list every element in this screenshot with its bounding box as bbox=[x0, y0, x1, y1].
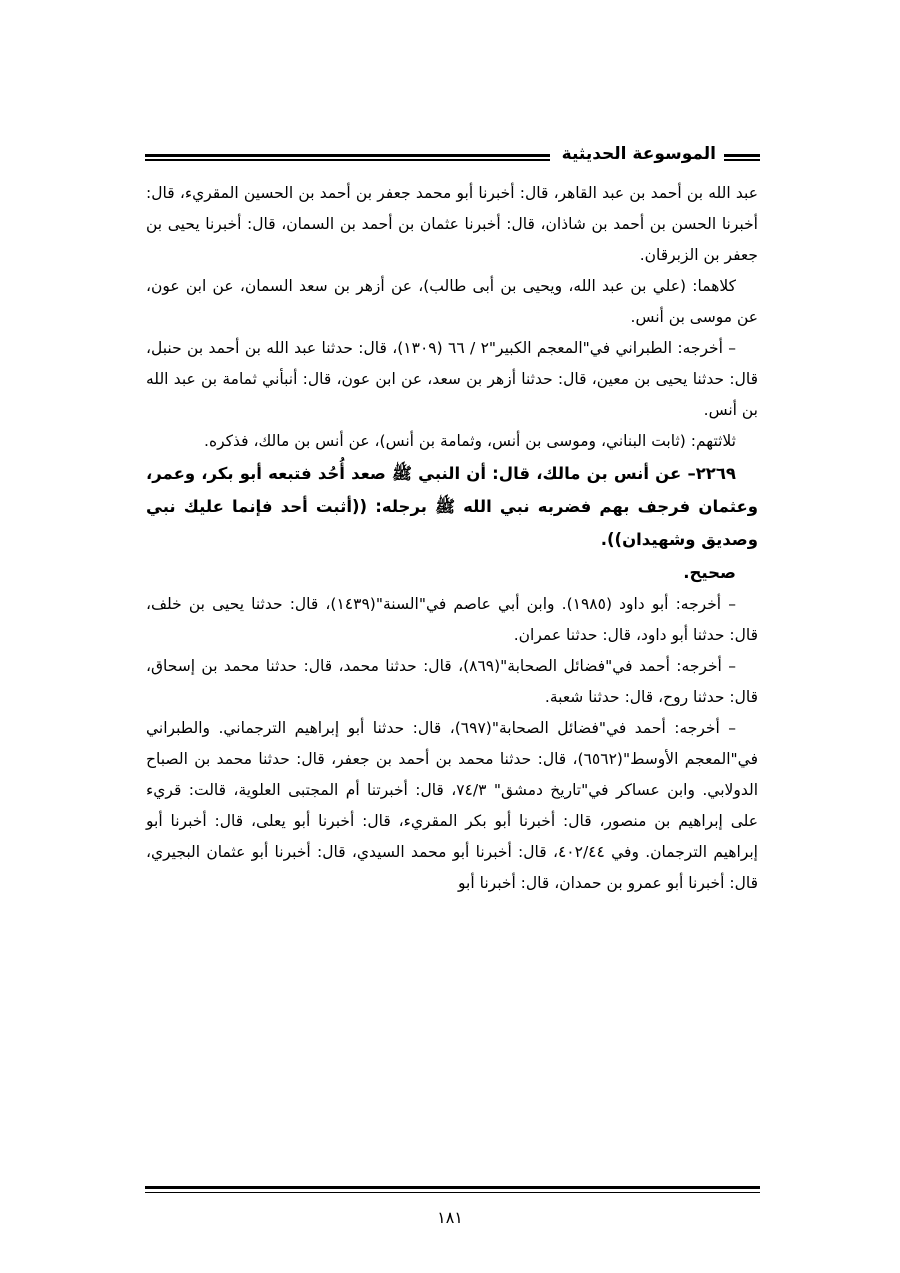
header-title: الموسوعة الحديثية bbox=[561, 144, 716, 164]
running-header bbox=[145, 146, 760, 172]
paragraph-abu-dawud-takhrij: – أخرجه: أبو داود (١٩٨٥). وابن أبي عاصم في"السنة"(١٤٣٩)، قال: حدثنا يحيى بن خلف، قال: حدثنا أبو داود، قال: حدثنا عمران. bbox=[146, 595, 758, 644]
hadith-grade: صحيح. bbox=[683, 563, 736, 582]
paragraph-chain-continuation: عبد الله بن أحمد بن عبد القاهر، قال: أخبرنا أبو محمد جعفر بن أحمد بن الحسين المقريء، قال: أخبرنا الحسن بن أحمد بن شاذان، قال: أخبرنا عثمان بن أحمد بن السمان، قال: أخبرنا يحيى بن جعفر بن الزبرقان. bbox=[146, 184, 758, 264]
paragraph-both-narrators: كلاهما: (علي بن عبد الله، ويحيى بن أبى طالب)، عن أزهر بن سعد السمان، عن ابن عون، عن موسى بن أنس. bbox=[146, 277, 758, 326]
header-rule-right bbox=[724, 154, 760, 161]
paragraph-ahmad-takhrij-1: – أخرجه: أحمد في"فضائل الصحابة"(٨٦٩)، قال: حدثنا محمد، قال: حدثنا محمد بن إسحاق، قال: حدثنا روح، قال: حدثنا شعبة. bbox=[146, 657, 758, 706]
paragraph-ahmad-takhrij-2: – أخرجه: أحمد في"فضائل الصحابة"(٦٩٧)، قال: حدثنا أبو إبراهيم الترجماني. والطبراني في"المعجم الأوسط"(٦٥٦٢)، قال: حدثنا محمد بن أحمد بن جعفر، قال: حدثنا محمد بن الصباح الدولابي. وابن عساكر في"تاريخ دمشق" ٧٤/٣، قال: أخبرتنا أم المجتبى العلوية، قالت: قريء على إبراهيم بن منصور، قال: أخبرنا أبو بكر المقريء، قال: أخبرنا أبو يعلى، قال: أخبرنا أبو إبراهيم الترجمان. وفي ٤٠٢/٤٤، قال: أخبرنا أبو محمد السيدي، قال: أخبرنا أبو عثمان البجيري، قال: أخبرنا أبو عمرو بن حمدان، قال: أخبرنا أبو bbox=[146, 719, 759, 892]
hadith-text: ٢٢٦٩– عن أنس بن مالك، قال: أن النبي ﷺ صعد أُحُد فتبعه أبو بكر، وعمر، وعثمان فرجف بهم فضربه نبي الله ﷺ برجله: ((أثبت أحد فإنما عليك نبي وصديق وشهيدان)). bbox=[146, 464, 758, 549]
footer-rule bbox=[145, 1186, 760, 1193]
header-rule-left bbox=[145, 154, 550, 161]
page-number: ١٨١ bbox=[437, 1208, 463, 1227]
paragraph-tabarani-takhrij: – أخرجه: الطبراني في"المعجم الكبير"٢ / ٦٦ (١٣٠٩)، قال: حدثنا عبد الله بن أحمد بن حنبل، قال: حدثنا يحيى بن معين، قال: حدثنا أزهر بن سعد، عن ابن عون، قال: أنبأني ثمامة بن عبد الله بن أنس. bbox=[146, 339, 758, 419]
paragraph-three-narrators: ثلاثتهم: (ثابت البناني، وموسى بن أنس، وثمامة بن أنس)، عن أنس بن مالك، فذكره. bbox=[204, 432, 736, 450]
page-body bbox=[146, 178, 758, 899]
